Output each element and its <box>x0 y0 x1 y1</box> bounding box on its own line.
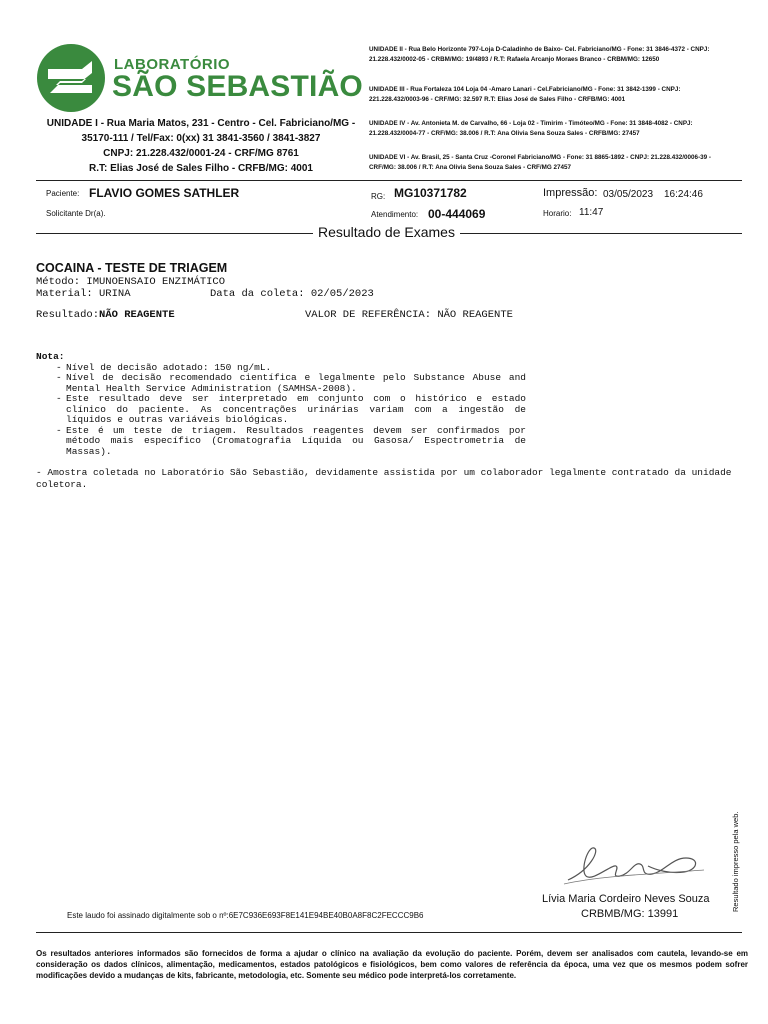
unit-1-line: 35170-111 / Tel/Fax: 0(xx) 31 3841-3560 / 3841-3827 <box>81 133 321 144</box>
lab-logo-icon <box>36 43 106 113</box>
note-item: - Nível de decisão recomendado científica e legalmente pelo Substance Abuse and Mental Health Service Administration (SAMHSA-2008). <box>56 373 526 394</box>
unit-2-address: UNIDADE II - Rua Belo Horizonte 797-Loja D-Caladinho de Baixo- Cel. Fabriciano/MG - Fone: 31 3846-4372 - CNPJ: 21.228.432/0002-05 - CRBM/MG: 19/4893 / R.T: Rafaela Arcanjo Moraes Branco - CRBM/MG: 12650 <box>369 46 710 63</box>
result-row <box>36 309 175 321</box>
disclaimer: Os resultados anteriores informados são fornecidos de forma a ajudar o clínico na avaliação da evolução do paciente. Porém, devem ser analisados com cautela, levando-se em consideração os dados clínicos, alimentação, medicamentos, estados patológicos e fisiológicos, bem como valores de referência da época, uma vez que os mesmos podem sofrer modificações devido a mudanças de kits, fabricante, metodologia, etc. Somente seu médico pode interpretá-los corretamente. <box>36 949 748 981</box>
exam-material: Material: URINA <box>36 288 131 300</box>
section-title: Resultado de Exames <box>313 224 460 240</box>
footer-divider <box>36 932 742 933</box>
requester-label: Solicitante Dr(a). <box>46 209 106 218</box>
brand-title: SÃO SEBASTIÃO <box>112 70 363 103</box>
web-print-text: Resultado impresso pela web. <box>731 811 740 912</box>
patient-name: FLAVIO GOMES SATHLER <box>89 186 240 200</box>
unit-3-address: UNIDADE III - Rua Fortaleza 104 Loja 04 -Amaro Lanari - Cel.Fabriciano/MG - Fone: 31 3842-1399 - CNPJ: 221.228.432/0003-96 - CRF/MG: 32.597 R.T: Elias José de Sales Filho - CRFB/MG: 4001 <box>369 86 681 103</box>
attendance-label: Atendimento: <box>371 210 419 219</box>
brand-subtitle: LABORATÓRIO <box>114 56 231 73</box>
note-item: - Este resultado deve ser interpretado em conjunto com o histórico e estado clínico do paciente. As concentrações urinárias variam com a ingestão de líquidos e outras variáveis biológicas. <box>56 394 526 426</box>
note-item: - Nível de decisão adotado: 150 ng/mL. <box>56 363 526 374</box>
result-label: Resultado: <box>36 309 100 321</box>
exam-title: COCAINA - TESTE DE TRIAGEM <box>36 261 228 275</box>
digital-signature-note: Este laudo foi assinado digitalmente sob o nº:6E7C936E693F8E141E94BE40B0A8F8C2FECCC9B6 <box>67 911 424 920</box>
attendance-value: 00-444069 <box>428 207 486 221</box>
signer-name: Lívia Maria Cordeiro Neves Souza <box>542 893 710 905</box>
print-date: 03/05/2023 <box>603 189 654 200</box>
time-label: Horario: <box>543 209 572 218</box>
rg-value: MG10371782 <box>394 186 467 200</box>
unit-1-address <box>36 116 366 176</box>
web-print-note <box>721 796 740 912</box>
unit-6-address: UNIDADE VI - Av. Brasil, 25 - Santa Cruz -Coronel Fabriciano/MG - Fone: 31 8865-1892 - CNPJ: 21.228.432/0006-39 - CRF/MG: 38.006 / R.T: Ana Olivia Sena Souza Sales - CRF/MG 27457 <box>369 154 712 171</box>
print-time: 16:24:46 <box>664 189 703 200</box>
time-value: 11:47 <box>579 207 604 218</box>
reference-value: VALOR DE REFERÊNCIA: NÃO REAGENTE <box>305 309 513 321</box>
notes-block <box>36 352 526 457</box>
patient-label: Paciente: <box>46 189 80 198</box>
unit-1-line: UNIDADE I - Rua Maria Matos, 231 - Centro - Cel. Fabriciano/MG - <box>46 118 356 129</box>
notes-title: Nota: <box>36 351 65 362</box>
unit-1-line: R.T: Elias José de Sales Filho - CRFB/MG: 4001 <box>89 163 313 174</box>
exam-collection-date: Data da coleta: 02/05/2023 <box>210 288 374 300</box>
sample-statement: - Amostra coletada no Laboratório São Sebastião, devidamente assistida por um colaborador legalmente contratado da unidade coletora. <box>36 467 732 490</box>
rg-label: RG: <box>371 192 386 201</box>
print-label: Impressão: <box>543 187 598 199</box>
unit-1-line: CNPJ: 21.228.432/0001-24 - CRF/MG 8761 <box>103 148 299 159</box>
unit-4-address: UNIDADE IV - Av. Antonieta M. de Carvalho, 66 - Loja 02 - Timirim - Timóteo/MG - Fone: 31 3848-4082 - CNPJ: 21.228.432/0004-77 - CRF/MG: 38.006 / R.T: Ana Olivia Sena Souza Sales - CRFB/MG: 27457 <box>369 120 693 137</box>
signer-registration: CRBMB/MG: 13991 <box>581 908 679 920</box>
note-item: - Este é um teste de triagem. Resultados reagentes devem ser confirmados por método mais específico (Cromatografia Líquida ou Gasosa/ Espectrometria de Massas). <box>56 426 526 458</box>
header-divider <box>36 180 742 181</box>
signature-icon <box>560 840 710 888</box>
result-value: NÃO REAGENTE <box>99 309 175 321</box>
exam-method: Método: IMUNOENSAIO ENZIMÁTICO <box>36 276 226 288</box>
notes-list <box>56 363 526 458</box>
